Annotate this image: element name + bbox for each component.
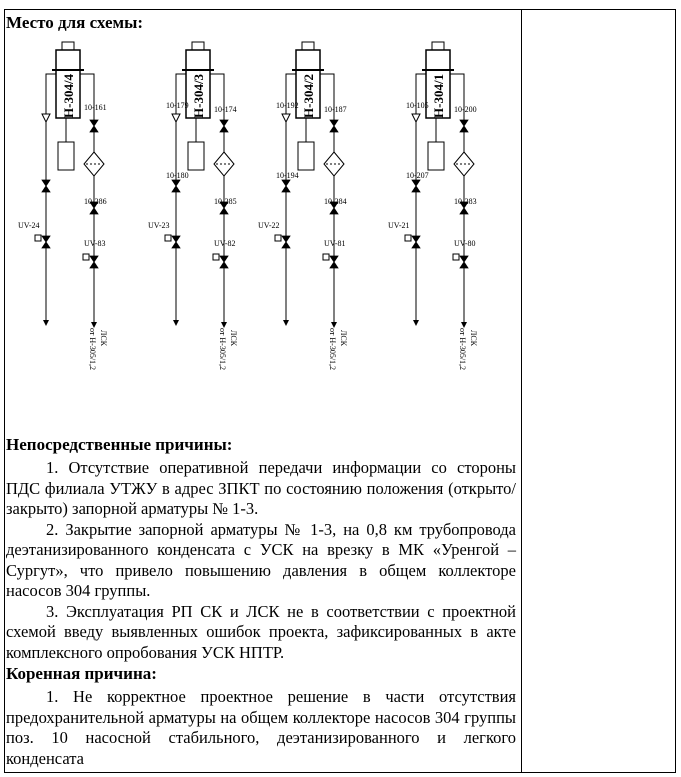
pump-group [18, 42, 108, 370]
discharge-pipe [320, 74, 334, 90]
destination-label: от Н-305/1,2 [458, 328, 467, 371]
flow-arrow-icon [43, 320, 49, 326]
destination-label: от Н-305/1,2 [218, 328, 227, 371]
valve-tag: 10-194 [276, 171, 299, 180]
pump-group [258, 42, 348, 370]
actuator-icon [165, 235, 171, 241]
valve-icon [282, 236, 290, 248]
valve-tag: 10-200 [454, 105, 477, 114]
valve-tag: 10-161 [84, 103, 107, 112]
check-valve-icon [42, 114, 50, 122]
valve-icon [172, 180, 180, 192]
valve-tag: 10-180 [166, 171, 189, 180]
discharge-pipe [210, 74, 224, 90]
pump-group [388, 42, 478, 370]
valve-tag: 10-174 [214, 105, 237, 114]
destination-label: ЛСК [99, 330, 108, 347]
uv-tag: UV-83 [84, 239, 106, 248]
valve-icon [172, 236, 180, 248]
motor-box [188, 142, 204, 170]
actuator-icon [35, 235, 41, 241]
valve-icon [412, 180, 420, 192]
valve-icon [282, 180, 290, 192]
valve-icon [220, 256, 228, 268]
flow-arrow-icon [173, 320, 179, 326]
valve-icon [330, 256, 338, 268]
pump-top-cap [302, 42, 314, 50]
direct-causes-heading: Непосредственные причины: [6, 435, 233, 454]
valve-tag: 10-286 [84, 197, 107, 206]
valve-tag: 10-284 [324, 197, 347, 206]
uv-tag: UV-23 [148, 221, 170, 230]
suction-pipe [286, 74, 296, 90]
valve-icon [412, 236, 420, 248]
pump-label: Н-304/3 [191, 73, 206, 118]
motor-box [428, 142, 444, 170]
destination-label: ЛСК [339, 330, 348, 347]
suction-pipe [176, 74, 186, 90]
valve-icon [330, 120, 338, 132]
flow-arrow-icon [283, 320, 289, 326]
valve-tag: 10-285 [214, 197, 237, 206]
pump-label: Н-304/2 [301, 73, 316, 118]
valve-tag: 10-179 [166, 101, 189, 110]
direct-cause-1: 1. Отсутствие оперативной передачи информации со стороны ПДС филиала УТЖУ в адрес ЗПКТ по состоянию положения (открыто/закрыто) запорной арматуры № 1-3. [6, 458, 516, 518]
actuator-icon [453, 254, 459, 260]
motor-box [298, 142, 314, 170]
destination-label: ЛСК [229, 330, 238, 347]
root-cause-heading: Коренная причина: [6, 664, 157, 683]
valve-tag: 10-207 [406, 171, 429, 180]
causes-section [6, 435, 516, 769]
actuator-icon [83, 254, 89, 260]
valve-tag: 10-192 [276, 101, 299, 110]
flow-arrow-icon [413, 320, 419, 326]
root-cause-1: 1. Не корректное проектное решение в части отсутствия предохранительной арматуры на общем коллекторе насосов 304 группы поз. 10 насосной стабильного, деэтанизированного и легкого конденсата [6, 687, 516, 768]
check-valve-icon [282, 114, 290, 122]
valve-icon [460, 256, 468, 268]
valve-tag: 10-105 [406, 101, 429, 110]
pump-group [148, 42, 238, 370]
valve-tag: 10-283 [454, 197, 477, 206]
check-valve-icon [172, 114, 180, 122]
valve-icon [90, 256, 98, 268]
pump-schematic [4, 30, 519, 430]
uv-tag: UV-24 [18, 221, 40, 230]
destination-label: от Н-305/1,2 [88, 328, 97, 371]
destination-label: от Н-305/1,2 [328, 328, 337, 371]
actuator-icon [405, 235, 411, 241]
pump-top-cap [192, 42, 204, 50]
uv-tag: UV-82 [214, 239, 236, 248]
destination-label: ЛСК [469, 330, 478, 347]
motor-box [58, 142, 74, 170]
uv-tag: UV-81 [324, 239, 346, 248]
direct-cause-2: 2. Закрытие запорной арматуры № 1-3, на 0,8 км трубопровода деэтанизированного конденсата с УСК на врезку в МК «Уренгой – Сургут», что привело повышению давления в общем коллекторе насосов 304 группы. [6, 519, 516, 600]
valve-icon [90, 120, 98, 132]
pump-top-cap [62, 42, 74, 50]
schema-title: Место для схемы: [6, 13, 144, 32]
pump-top-cap [432, 42, 444, 50]
valve-icon [220, 120, 228, 132]
pump-label: Н-304/1 [431, 73, 446, 118]
actuator-icon [323, 254, 329, 260]
suction-pipe [416, 74, 426, 90]
actuator-icon [213, 254, 219, 260]
check-valve-icon [412, 114, 420, 122]
suction-pipe [46, 74, 56, 90]
valve-icon [42, 236, 50, 248]
valve-icon [460, 120, 468, 132]
pump-label: Н-304/4 [61, 73, 76, 118]
actuator-icon [275, 235, 281, 241]
discharge-pipe [80, 74, 94, 90]
valve-icon [42, 180, 50, 192]
column-divider [521, 9, 522, 773]
valve-tag: 10-187 [324, 105, 347, 114]
uv-tag: UV-80 [454, 239, 476, 248]
discharge-pipe [450, 74, 464, 90]
uv-tag: UV-22 [258, 221, 280, 230]
direct-cause-3: 3. Эксплуатация РП СК и ЛСК не в соответствии с проектной схемой введу выявленных ошибок проекта, зафиксированных в акте комплексного опробования УСК НПТР. [6, 601, 516, 662]
uv-tag: UV-21 [388, 221, 410, 230]
